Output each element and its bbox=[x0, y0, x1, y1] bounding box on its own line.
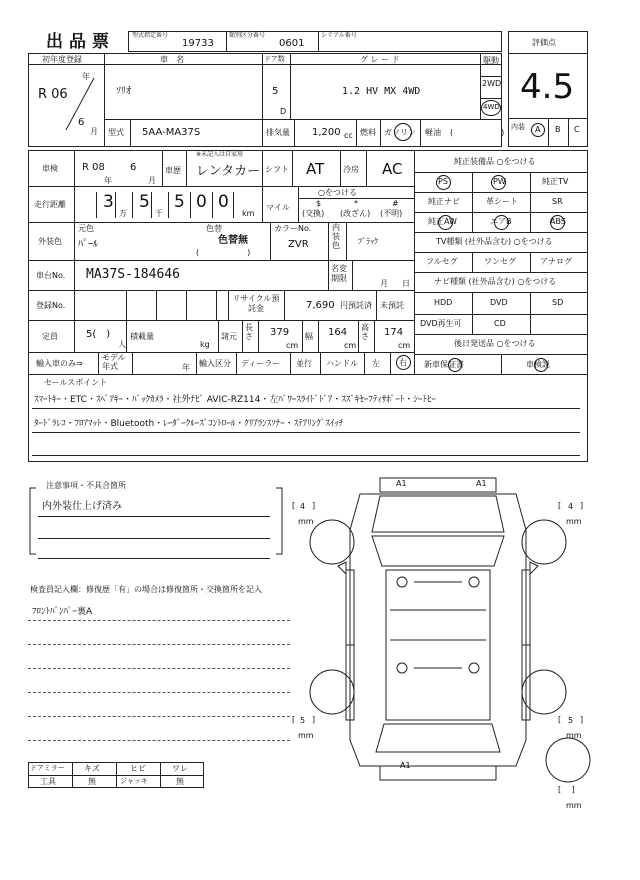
equip-sr: SR bbox=[552, 197, 563, 206]
fuel-gasoline-circle bbox=[394, 123, 412, 141]
cd: CD bbox=[494, 319, 506, 328]
load-label: 積載量 bbox=[130, 332, 154, 341]
history-note: ※未記入は自家用 bbox=[196, 151, 244, 158]
chassis: MA37S-184646 bbox=[86, 267, 180, 282]
equipment-title: 純正装備品 ○をつける bbox=[454, 157, 536, 166]
recycle-unit: 円預託済 bbox=[340, 301, 372, 310]
grade: 1.2 HV MX 4WD bbox=[342, 86, 421, 97]
first-reg-era: R 06 bbox=[38, 87, 68, 102]
inspection-label: 車検 bbox=[42, 164, 58, 173]
fuel-diesel: 軽油 bbox=[425, 128, 441, 137]
odo-unknown: (不明) bbox=[380, 209, 403, 218]
chassis-label: 車台No. bbox=[36, 271, 66, 280]
drive-2wd: 2WD bbox=[482, 79, 502, 88]
odo-star: * bbox=[354, 199, 358, 208]
width: 164 bbox=[328, 327, 348, 338]
load-unit: kg bbox=[200, 340, 210, 349]
handle-right: 右 bbox=[399, 358, 407, 367]
title-day: 日 bbox=[402, 279, 410, 288]
tv-title: TV種類 (社外品含む) ○をつける bbox=[436, 237, 553, 246]
import-dealer: ディーラー bbox=[241, 359, 281, 368]
height-cm: cm bbox=[398, 341, 411, 350]
tv-one: ワンセグ bbox=[484, 257, 516, 266]
notes-label: 注意事項・不具合箇所 bbox=[46, 481, 126, 490]
tread-fl: 4 bbox=[300, 502, 306, 511]
recycle-amount: 7,690 bbox=[306, 300, 335, 311]
equip-navi: 純正ナビ bbox=[428, 197, 460, 206]
displacement-label: 排気量 bbox=[266, 128, 290, 137]
capacity: 5( ) bbox=[86, 329, 111, 340]
month-unit: 月 bbox=[90, 127, 98, 136]
tread-rl-mm: mm bbox=[298, 731, 314, 740]
navi-hdd: HDD bbox=[434, 298, 453, 307]
odo-exchange: (交換) bbox=[302, 209, 325, 218]
capacity-unit: 人 bbox=[118, 340, 126, 349]
mileage-d1: 3 bbox=[103, 192, 114, 212]
ac: AC bbox=[382, 160, 403, 178]
interior-c: C bbox=[574, 125, 580, 134]
type-no-label: 型式指定番号 bbox=[132, 32, 169, 39]
color-ext-label: 外装色 bbox=[38, 237, 62, 246]
serial-label: シリアル番号 bbox=[321, 32, 357, 39]
handle-label: ハンドル bbox=[326, 359, 358, 368]
equip-pw-circle bbox=[491, 175, 506, 190]
legend-scratch: キズ bbox=[84, 764, 100, 773]
drive-4wd: 4WD bbox=[483, 103, 500, 111]
fuel-paren: ( ) bbox=[450, 128, 505, 137]
model-year-label: モデル年式 bbox=[102, 353, 126, 371]
sales-line2: ﾀｰﾄﾞﾗﾚｺ・ﾌﾛｱﾏｯﾄ・Bluetooth・ﾚｰﾀﾞｰｸﾙｰｽﾞｺﾝﾄﾛｰﾙ・ｸﾘｱﾗﾝｽｿﾅｰ・ｽﾃｱﾘﾝｸﾞｽｲｯﾁ bbox=[34, 419, 344, 429]
diagram-front-left: A1 bbox=[396, 479, 407, 488]
spare-bracket: [ ] bbox=[558, 785, 575, 794]
inspector-line1: ﾌﾛﾝﾄﾊﾞﾝﾊﾟｰ裏A bbox=[32, 607, 93, 617]
mileage-d2: 5 bbox=[139, 192, 150, 212]
inspection-month: 6 bbox=[130, 162, 137, 173]
tread-rl-bracket-r: ] bbox=[312, 715, 316, 724]
tread-fl-mm: mm bbox=[298, 517, 314, 526]
score-label: 評価点 bbox=[532, 38, 556, 47]
tread-rl: 5 bbox=[300, 716, 306, 725]
km-unit: km bbox=[242, 209, 255, 218]
diagram-rear: A1 bbox=[400, 761, 411, 770]
tread-rr: 5 bbox=[568, 716, 574, 725]
color-paren: ( ) bbox=[196, 248, 251, 257]
import-parallel: 並行 bbox=[296, 359, 312, 368]
doors: 5 bbox=[272, 86, 279, 97]
height-label: 高さ bbox=[361, 323, 369, 341]
navi-dvd: DVD bbox=[490, 298, 508, 307]
year-unit: 年 bbox=[82, 72, 90, 81]
color-change-label: 色替 bbox=[206, 224, 222, 233]
equip-leather: 革シート bbox=[486, 197, 518, 206]
equip-aw-circle bbox=[438, 215, 453, 230]
width-cm: cm bbox=[344, 341, 357, 350]
mileage-man: 万 bbox=[119, 209, 127, 218]
later-warranty-circle bbox=[448, 358, 462, 372]
tread-fl-bracket-r: ] bbox=[312, 501, 316, 510]
form-title: 出品票 bbox=[46, 32, 115, 52]
equip-ps: PS bbox=[438, 177, 448, 186]
equip-airbag: エアB bbox=[490, 217, 512, 226]
legend-mirror: ドアミラー bbox=[30, 764, 65, 772]
color-change: 色替無 bbox=[218, 235, 248, 246]
tread-rr-bracket-r: ] bbox=[580, 715, 584, 724]
fuel-gasoline: ガソリン bbox=[384, 128, 416, 137]
interior-b: B bbox=[555, 125, 561, 134]
tread-rl-bracket: [ bbox=[292, 715, 296, 724]
displacement: 1,200 bbox=[312, 127, 341, 138]
dims-label: 諸元 bbox=[221, 332, 237, 341]
history-label: 車歴 bbox=[165, 166, 181, 175]
navi-title: ナビ種類 (社外品含む) ○をつける bbox=[434, 277, 557, 286]
navi-sd: SD bbox=[552, 298, 564, 307]
first-reg-label: 初年度登録 bbox=[42, 55, 82, 64]
legend-tools: 工具 bbox=[40, 777, 56, 786]
legend-jack: ジャッキ bbox=[120, 777, 148, 785]
later-warranty: 新車保証書 bbox=[424, 360, 464, 369]
odo-tamper: (改ざん) bbox=[340, 209, 371, 218]
title-month: 月 bbox=[380, 279, 388, 288]
length-cm: cm bbox=[286, 341, 299, 350]
sales-label: セールスポイント bbox=[44, 378, 108, 387]
mileage-d5: 0 bbox=[218, 192, 229, 212]
equip-abs-circle bbox=[550, 215, 565, 230]
year-unit2: 年 bbox=[182, 363, 190, 372]
sales-line1: ｽﾏｰﾄｷｰ・ETC・ｽﾍﾟｱｷｰ・ﾊﾞｯｸｶﾒﾗ・社外ﾅﾋﾞ AVIC-RZ114・左ﾊﾟﾜｰｽﾗｲﾄﾞﾄﾞｱ・ｽｽﾞｷｾｰﾌﾃｨｻﾎﾟｰﾄ・ｼｰﾄﾋｰ bbox=[34, 395, 436, 405]
drive-label: 駆動 bbox=[483, 56, 499, 65]
equip-aw: 純正AW bbox=[428, 217, 457, 226]
inspection-era: R 08 bbox=[82, 162, 105, 173]
import-type-label: 輸入区分 bbox=[199, 359, 231, 368]
later-manual: 車検説 bbox=[526, 360, 550, 369]
mileage-d3: 5 bbox=[174, 192, 185, 212]
legend-tools-val: 無 bbox=[88, 777, 96, 786]
equip-tv: 純正TV bbox=[542, 177, 569, 186]
first-reg-month: 6 bbox=[78, 117, 85, 128]
mileage-sen: 千 bbox=[155, 209, 163, 218]
diagram-front-right: A1 bbox=[476, 479, 487, 488]
tread-fr-bracket-r: ] bbox=[580, 501, 584, 510]
equip-pw: PW bbox=[493, 177, 506, 186]
color-orig: ﾊﾟｰﾙ bbox=[78, 239, 98, 250]
length: 379 bbox=[270, 327, 290, 338]
model-label: 型式 bbox=[108, 128, 124, 137]
odo-hash: # bbox=[392, 199, 399, 208]
shift-label: シフト bbox=[265, 165, 289, 174]
width-label: 幅 bbox=[305, 332, 313, 341]
recycle-unpaid: 未預託 bbox=[380, 301, 404, 310]
tread-fl-bracket: [ bbox=[292, 501, 296, 510]
reg-no-label: 登録No. bbox=[36, 301, 66, 310]
mile-label: マイル bbox=[266, 203, 290, 212]
tv-analog: アナログ bbox=[540, 257, 572, 266]
spare-mm: mm bbox=[566, 801, 582, 810]
length-label: 長さ bbox=[245, 323, 253, 341]
odo-dollar: $ bbox=[316, 199, 322, 208]
dvd-play: DVD再生可 bbox=[420, 319, 462, 328]
import-label: 輸入車のみ⇒ bbox=[36, 359, 83, 368]
odo-circle-note: ○をつける bbox=[318, 188, 357, 197]
height: 174 bbox=[384, 327, 404, 338]
legend-break: ワレ bbox=[172, 764, 188, 773]
capacity-label: 定員 bbox=[42, 332, 58, 341]
fuel-label: 燃料 bbox=[360, 128, 376, 137]
later-manual-circle bbox=[534, 358, 548, 372]
tread-fr-bracket: [ bbox=[558, 501, 562, 510]
type-no: 19733 bbox=[182, 38, 214, 49]
ac-label: 冷房 bbox=[343, 165, 359, 174]
tread-fr-mm: mm bbox=[566, 517, 582, 526]
inspection-year-unit: 年 bbox=[104, 176, 112, 185]
interior-label: 内装 bbox=[511, 123, 525, 131]
model: 5AA-MA37S bbox=[142, 127, 201, 138]
legend-jack-val: 無 bbox=[176, 777, 184, 786]
tread-rr-bracket: [ bbox=[558, 715, 562, 724]
mileage-label: 走行距離 bbox=[34, 200, 66, 209]
tread-rr-mm: mm bbox=[566, 731, 582, 740]
car-name-label: 車 名 bbox=[160, 55, 184, 64]
color-orig-label: 元色 bbox=[78, 224, 94, 233]
interior-color: ﾌﾞﾗｯｸ bbox=[358, 237, 378, 246]
notes-line1: 内外装仕上げ済み bbox=[42, 501, 122, 512]
mileage-d4: 0 bbox=[196, 192, 207, 212]
car-name: ｿﾘｵ bbox=[116, 86, 131, 97]
interior-a: A bbox=[535, 125, 541, 134]
door-d: D bbox=[280, 107, 287, 116]
title-change-label: 名変期限 bbox=[331, 264, 347, 283]
color-no: ZVR bbox=[288, 239, 309, 250]
color-no-label: カラーNo. bbox=[274, 224, 312, 233]
handle-left: 左 bbox=[372, 359, 380, 368]
score-value: 4.5 bbox=[520, 67, 575, 107]
inspection-month-unit: 月 bbox=[148, 176, 156, 185]
category-no: 0601 bbox=[279, 38, 305, 49]
interior-color-label: 内装色 bbox=[332, 223, 340, 250]
grade-label: グ レ ー ド bbox=[360, 55, 400, 64]
tread-fr: 4 bbox=[568, 502, 574, 511]
recycle-label: リサイクル預託金 bbox=[232, 294, 280, 313]
inspector-label: 検査員記入欄：修復歴「有」の場合は修復箇所・交換箇所を記入 bbox=[30, 585, 262, 594]
category-label: 類別区分番号 bbox=[229, 32, 266, 39]
legend-crack: ヒビ bbox=[130, 764, 146, 773]
equip-airbag-circle bbox=[494, 215, 509, 230]
tv-full: フルセグ bbox=[426, 257, 458, 266]
equip-abs: ABS bbox=[550, 217, 566, 226]
cc-unit: cc bbox=[344, 131, 353, 140]
shift: AT bbox=[306, 160, 325, 178]
later-title: 後日発送品 ○をつける bbox=[454, 339, 536, 348]
history: レンタカー bbox=[196, 164, 261, 179]
equip-ps-circle bbox=[436, 175, 451, 190]
doors-label: ドア数 bbox=[264, 55, 285, 63]
notes-bracket bbox=[26, 481, 286, 560]
